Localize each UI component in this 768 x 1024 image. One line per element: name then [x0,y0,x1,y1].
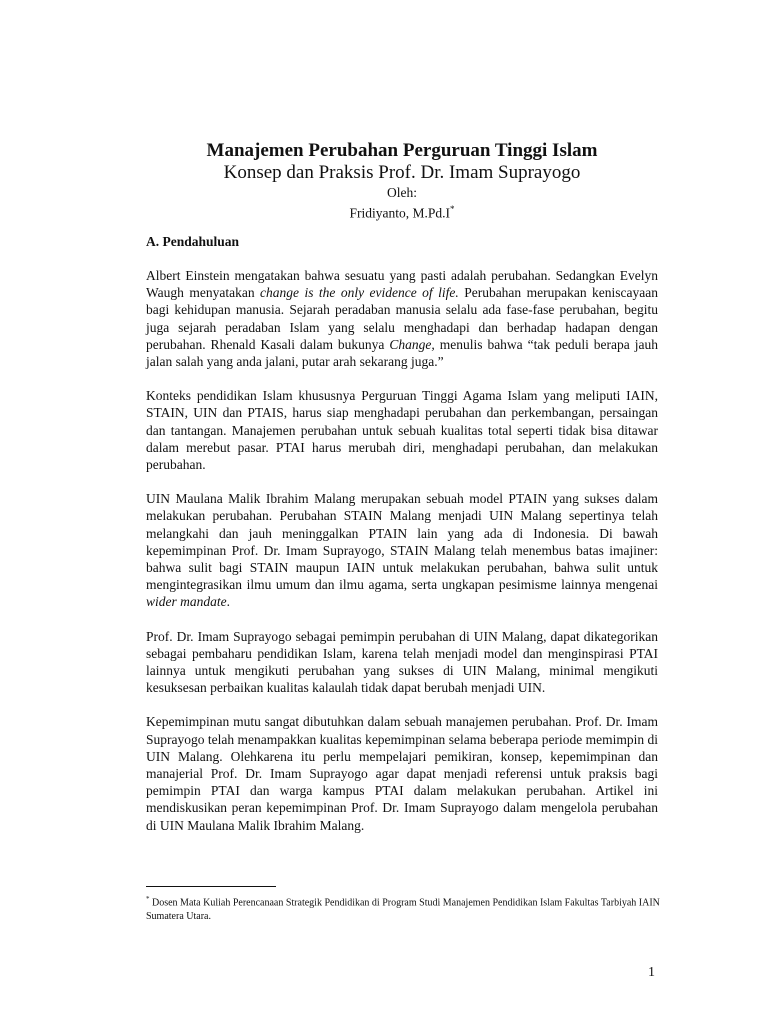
author-footnote-mark: * [450,204,455,214]
author-line [146,201,658,222]
page-number: 1 [648,965,655,980]
paragraph-1-text-b: Perubahan merupakan keniscayaan bagi kehidupan manusia. Sejarah peradaban manusia selalu ada fase-fase perubahan, begitu juga sejarah peradaban Islam yang selalu menghadapi dan berhadap hadapan dengan perubahan. Rhenald Kasali dalam bukunya [146,285,658,352]
footnote [146,892,666,924]
paragraph-1-text-c: menulis bahwa “tak peduli berapa jauh jalan salah yang anda jalani, putar arah sekarang juga.” [146,336,658,370]
paragraph-4: Prof. Dr. Imam Suprayogo sebagai pemimpin perubahan di UIN Malang, dapat dikategorikan sebagai pembaharu pendidikan Islam, karena telah menjadi model dan menginspirasi PTAI lainnya untuk mengikuti perubahan yang sukses di UIN Malang, minimal mengikuti kesuksesan perbaikan kualitas kalaulah tidak dapat berubah menjadi UIN. [146,628,658,696]
paragraph-3-text-a: UIN Maulana Malik Ibrahim Malang merupakan sebuah model PTAIN yang sukses dalam melakukan perubahan. Perubahan STAIN Malang menjadi UIN Malang sepertinya telah melangkahi dan jauh meninggalkan PTAIN lain yang ada di Indonesia. Di bawah kepemimpinan Prof. Dr. Imam Suprayogo, STAIN Malang telah menembus batas imajiner: bahwa sulit bagi STAIN maupun IAIN untuk melakukan perubahan, bahwa sulit untuk mengintegrasikan ilmu umum dan ilmu agama, serta ungkapan pesimisme lainnya mengenai [146,491,658,593]
title-block [146,140,658,222]
paragraph-1-italic-b: Change, [389,336,435,352]
paragraph-1-text-a: Albert Einstein mengatakan bahwa sesuatu yang pasti adalah perubahan. Sedangkan Evelyn Waugh menyatakan [146,268,658,301]
section-heading: A. Pendahuluan [146,234,240,249]
paragraph-2: Konteks pendidikan Islam khususnya Perguruan Tinggi Agama Islam yang meliputi IAIN, STAIN, UIN dan PTAIS, harus siap menghadapi perubahan dan perkembangan, persaingan dan tantangan. Manajemen perubahan untuk sebuah kualitas total seperti tidak bisa ditawar dalam merebut pasar. PTAI harus merubah diri, menghadapi perubahan, dan melakukan perubahan. [146,388,658,473]
footnote-mark: * [146,895,150,903]
body-text [146,267,658,851]
paragraph-1-italic-a: change is the only evidence of life. [260,285,459,301]
paragraph-3-italic-a: wider mandate [146,594,227,610]
paragraph-3 [146,490,658,610]
document-subtitle: Konsep dan Praksis Prof. Dr. Imam Suprayogo [223,162,581,183]
paragraph-3-text-b: . [226,594,230,610]
footnote-divider [146,886,276,887]
paragraph-5: Kepemimpinan mutu sangat dibutuhkan dalam sebuah manajemen perubahan. Prof. Dr. Imam Suprayogo telah menampakkan kualitas kepemimpinan selama beberapa periode memimpin di UIN Malang. Olehkarena itu perlu mempelajari pemikiran, konsep, kepemimpinan dan manajerial Prof. Dr. Imam Suprayogo agar dapat menjadi referensi untuk praksis bagi pemimpin PTAI dan warga kampus PTAI dalam melakukan perubahan. Artikel ini mendiskusikan peran kepemimpinan Prof. Dr. Imam Suprayogo dalam mengelola perubahan di UIN Maulana Malik Ibrahim Malang. [146,714,658,833]
author-name: Fridiyanto, M.Pd.I [349,205,450,221]
by-label: Oleh: [387,185,417,200]
document-title: Manajemen Perubahan Perguruan Tinggi Islam [206,140,598,161]
footnote-text: Dosen Mata Kuliah Perencanaan Strategik Pendidikan di Program Studi Manajemen Pendidikan Islam Fakultas Tarbiyah IAIN Sumatera Utara. [146,897,660,923]
paragraph-1 [146,267,658,370]
